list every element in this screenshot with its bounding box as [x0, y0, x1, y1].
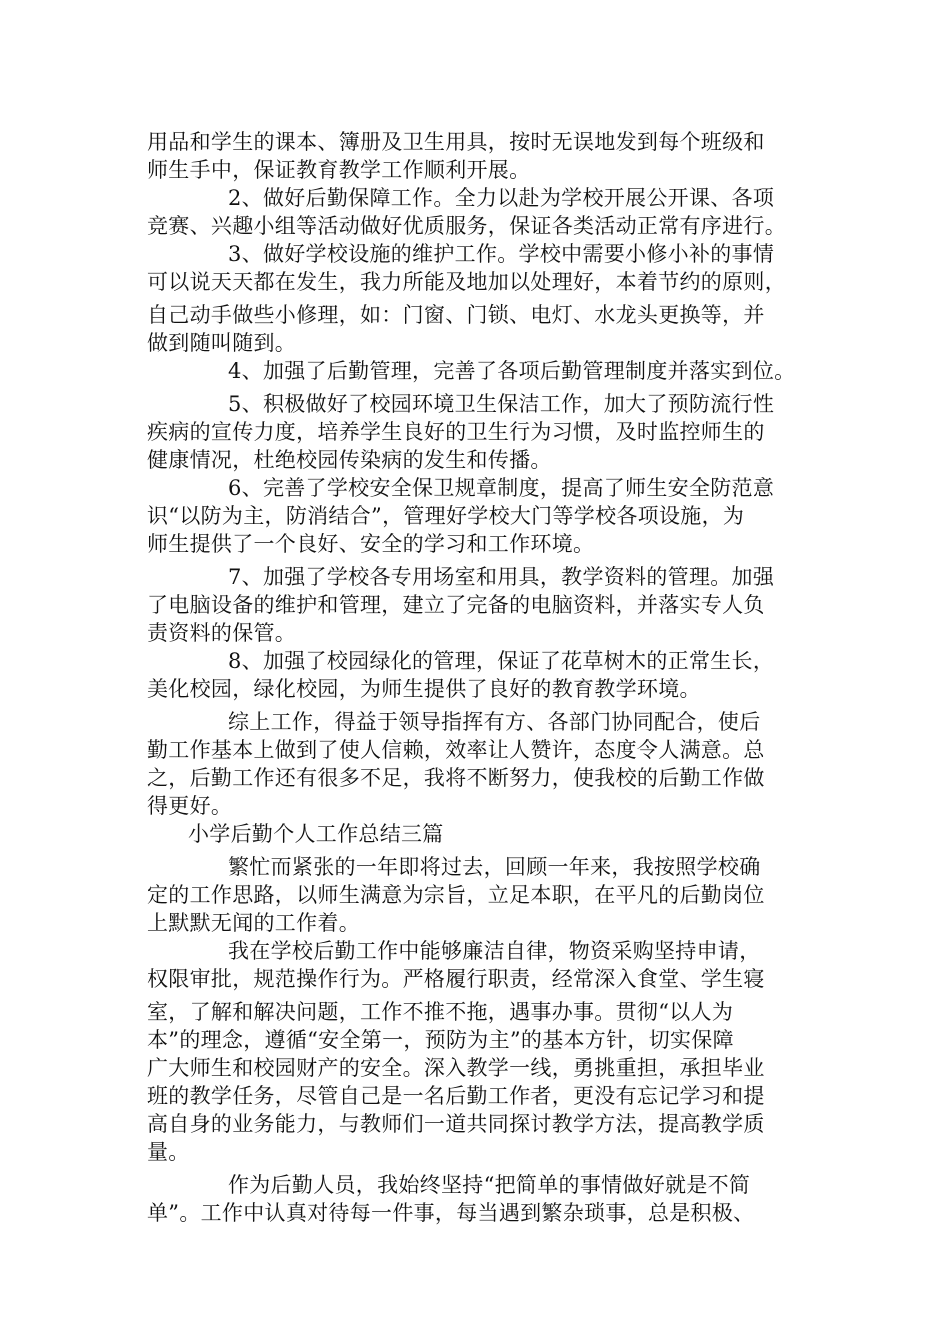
text-line: 勤工作基本上做到了使人信赖，效率让人赞许，态度令人满意。总	[147, 738, 765, 762]
text-line: 疾病的宣传力度，培养学生良好的卫生行为习惯，及时监控师生的	[147, 420, 765, 444]
text-line: 定的工作思路，以师生满意为宗旨，立足本职，在平凡的后勤岗位	[147, 883, 765, 907]
text-line: 了电脑设备的维护和管理，建立了完备的电脑资料，并落实专人负	[147, 593, 765, 617]
text-line: 识“以防为主，防消结合”，管理好学校大门等学校各项设施，为	[147, 504, 745, 528]
text-line: 高自身的业务能力，与教师们一道共同探讨教学方法，提高教学质	[147, 1112, 765, 1136]
paragraph-start: 7、加强了学校各专用场室和用具，教学资料的管理。加强	[228, 565, 775, 589]
text-line: 室，了解和解决问题，工作不推不拖，遇事办事。贯彻“以人为	[147, 1000, 734, 1024]
text-line: 得更好。	[147, 794, 233, 818]
text-line: 师生提供了一个良好、安全的学习和工作环境。	[147, 532, 595, 556]
text-line: 广大师生和校园财产的安全。深入教学一线，勇挑重担，承担毕业	[147, 1056, 765, 1080]
text-line: 上默默无闻的工作着。	[147, 911, 360, 935]
paragraph-start: 5、积极做好了校园环境卫生保洁工作，加大了预防流行性	[228, 392, 775, 416]
text-line: 权限审批，规范操作行为。严格履行职责，经常深入食堂、学生寝	[147, 967, 765, 991]
text-line: 责资料的保管。	[147, 621, 297, 645]
paragraph-start: 8、加强了校园绿化的管理，保证了花草树木的正常生长，	[228, 649, 775, 673]
text-line: 用品和学生的课本、簿册及卫生用具，按时无误地发到每个班级和	[147, 130, 765, 154]
text-line: 师生手中，保证教育教学工作顺利开展。	[147, 158, 531, 182]
text-line: 自己动手做些小修理，如：门窗、门锁、电灯、水龙头更换等，并	[147, 303, 765, 327]
paragraph-start: 我在学校后勤工作中能够廉洁自律，物资采购坚持申请，	[228, 939, 761, 963]
paragraph-start: 作为后勤人员，我始终坚持“把简单的事情做好就是不简	[228, 1173, 751, 1197]
paragraph-start: 3、做好学校设施的维护工作。学校中需要小修小补的事情	[228, 242, 775, 266]
text-line: 之，后勤工作还有很多不足，我将不断努力，使我校的后勤工作做	[147, 766, 765, 790]
text-line: 美化校园，绿化校园，为师生提供了良好的教育教学环境。	[147, 677, 701, 701]
text-line: 本”的理念，遵循“安全第一，预防为主”的基本方针，切实保障	[147, 1028, 734, 1052]
text-line: 健康情况，杜绝校园传染病的发生和传播。	[147, 448, 552, 472]
paragraph-start: 繁忙而紧张的一年即将过去，回顾一年来，我按照学校确	[228, 855, 761, 879]
paragraph-start: 综上工作，得益于领导指挥有方、各部门协同配合，使后	[228, 710, 761, 734]
paragraph-start: 4、加强了后勤管理，完善了各项后勤管理制度并落实到位。	[228, 359, 796, 383]
paragraph-start: 6、完善了学校安全保卫规章制度，提高了师生安全防范意	[228, 476, 775, 500]
text-line: 做到随叫随到。	[147, 331, 297, 355]
section-heading: 小学后勤个人工作总结三篇	[188, 822, 444, 846]
text-line: 可以说天天都在发生，我力所能及地加以处理好，本着节约的原则，	[147, 270, 786, 294]
text-line: 班的教学任务，尽管自己是一名后勤工作者，更没有忘记学习和提	[147, 1084, 765, 1108]
text-line: 单”。工作中认真对待每一件事，每当遇到繁杂琐事，总是积极、	[147, 1201, 755, 1225]
text-line: 竞赛、兴趣小组等活动做好优质服务，保证各类活动正常有序进行。	[147, 214, 786, 238]
paragraph-start: 2、做好后勤保障工作。全力以赴为学校开展公开课、各项	[228, 186, 775, 210]
text-line: 量。	[147, 1140, 190, 1164]
